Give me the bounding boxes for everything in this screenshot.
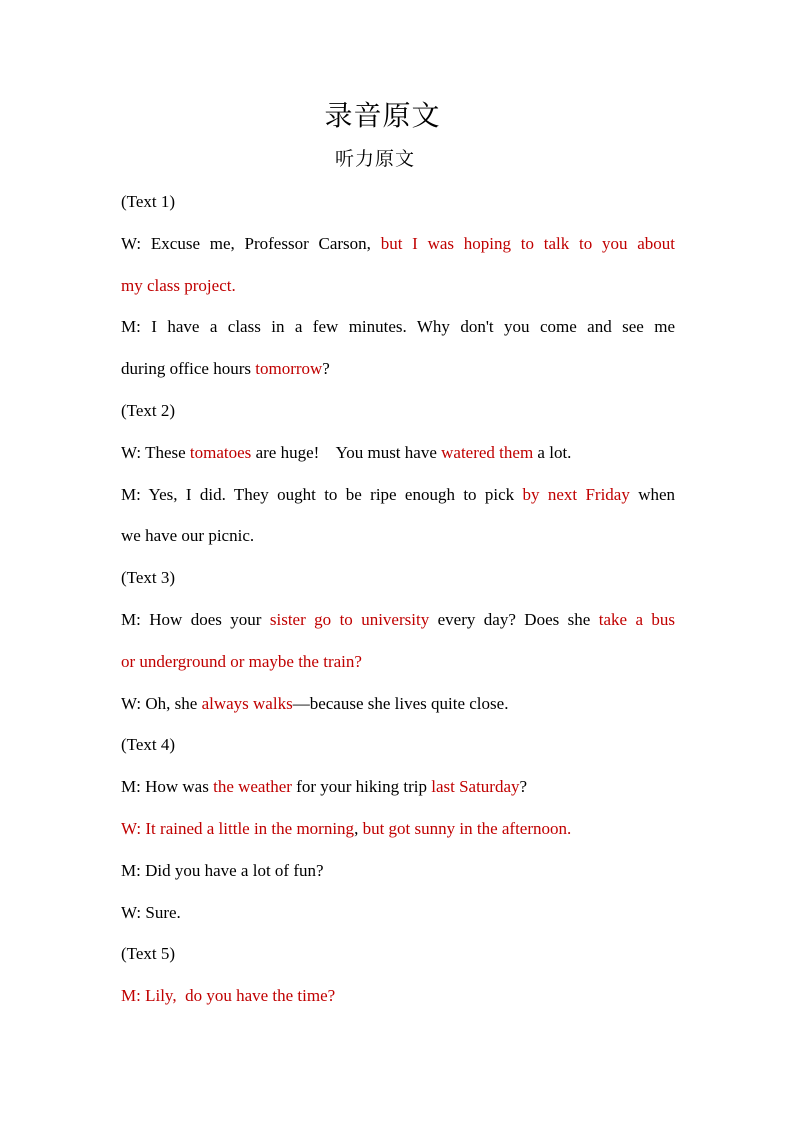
text3-line1-highlight2: take a bus xyxy=(598,609,676,629)
text2-line1-highlight2: watered them xyxy=(441,442,534,462)
text1-line4 xyxy=(121,348,675,390)
text1-line2: my class project. xyxy=(121,275,236,295)
text1-line1-highlight: but I was hoping to talk to you about xyxy=(380,233,676,253)
text1-line4-a: during office hours xyxy=(121,359,251,379)
transcript-body xyxy=(121,181,675,1017)
text3-line3-highlight: always walks xyxy=(201,693,293,713)
text4-line1-highlight2: last Saturday xyxy=(431,777,520,797)
page-title: 录音原文 xyxy=(324,99,441,132)
text1-label: (Text 1) xyxy=(121,192,176,211)
text2-line1-highlight1: tomatoes xyxy=(189,442,252,462)
text1-line4-highlight: tomorrow xyxy=(255,359,323,379)
text3-line3-c: —because she lives quite close. xyxy=(292,693,509,713)
text3-line1-highlight1: sister go to university xyxy=(269,609,430,629)
text4-line2 xyxy=(121,808,675,850)
text3-line1-c: every day? Does she xyxy=(437,609,591,629)
text3-line1-a: M: How does your xyxy=(121,609,262,629)
text2-line2-a: M: Yes, I did. They ought to be ripe enough to pick xyxy=(121,484,515,504)
text4-line1-highlight1: the weather xyxy=(213,777,292,797)
text4-line4: W: Sure. xyxy=(121,902,181,922)
text2-line2 xyxy=(121,474,675,516)
text2-line2-c: when xyxy=(638,484,676,504)
text4-line2-c: , xyxy=(354,818,359,838)
text4-line1-c: for your hiking trip xyxy=(296,777,427,797)
text4-line2-highlight2: but got sunny in the afternoon. xyxy=(362,818,572,838)
text4-line3: M: Did you have a lot of fun? xyxy=(121,860,324,880)
text1-line4-c: ? xyxy=(322,359,330,379)
text2-line2-highlight: by next Friday xyxy=(522,484,630,504)
text3-line3-a: W: Oh, she xyxy=(121,693,198,713)
text4-line1 xyxy=(121,766,675,808)
text1-line1-speaker: W: Excuse me, Professor Carson, xyxy=(121,233,371,253)
text2-line1 xyxy=(121,432,675,474)
text4-line2-highlight1: rained a little in the morning xyxy=(160,818,355,838)
text4-line2-a: W: It xyxy=(121,818,156,838)
text1-line3: M: I have a class in a few minutes. Why don't you come and see me xyxy=(121,317,675,337)
text5-line1: M: Lily, do you have the time? xyxy=(121,986,336,1006)
text2-line1-e: a lot. xyxy=(537,442,572,462)
text3-line2: or underground or maybe the train? xyxy=(121,651,362,671)
text2-label: (Text 2) xyxy=(121,400,176,420)
text1-line1 xyxy=(121,223,675,265)
text2-line3: we have our picnic. xyxy=(121,526,255,546)
text3-line3 xyxy=(121,683,675,725)
page-subtitle: 听力原文 xyxy=(334,148,415,170)
text4-label: (Text 4) xyxy=(121,735,176,755)
text4-line1-a: M: How was xyxy=(121,777,209,797)
text4-line1-e: ? xyxy=(519,777,528,797)
text2-line1-a: W: These xyxy=(121,442,186,462)
text5-label: (Text 5) xyxy=(121,944,176,964)
text3-line1 xyxy=(121,599,675,641)
text3-label: (Text 3) xyxy=(121,568,176,588)
text2-line1-c: are huge! You must have xyxy=(255,442,437,462)
